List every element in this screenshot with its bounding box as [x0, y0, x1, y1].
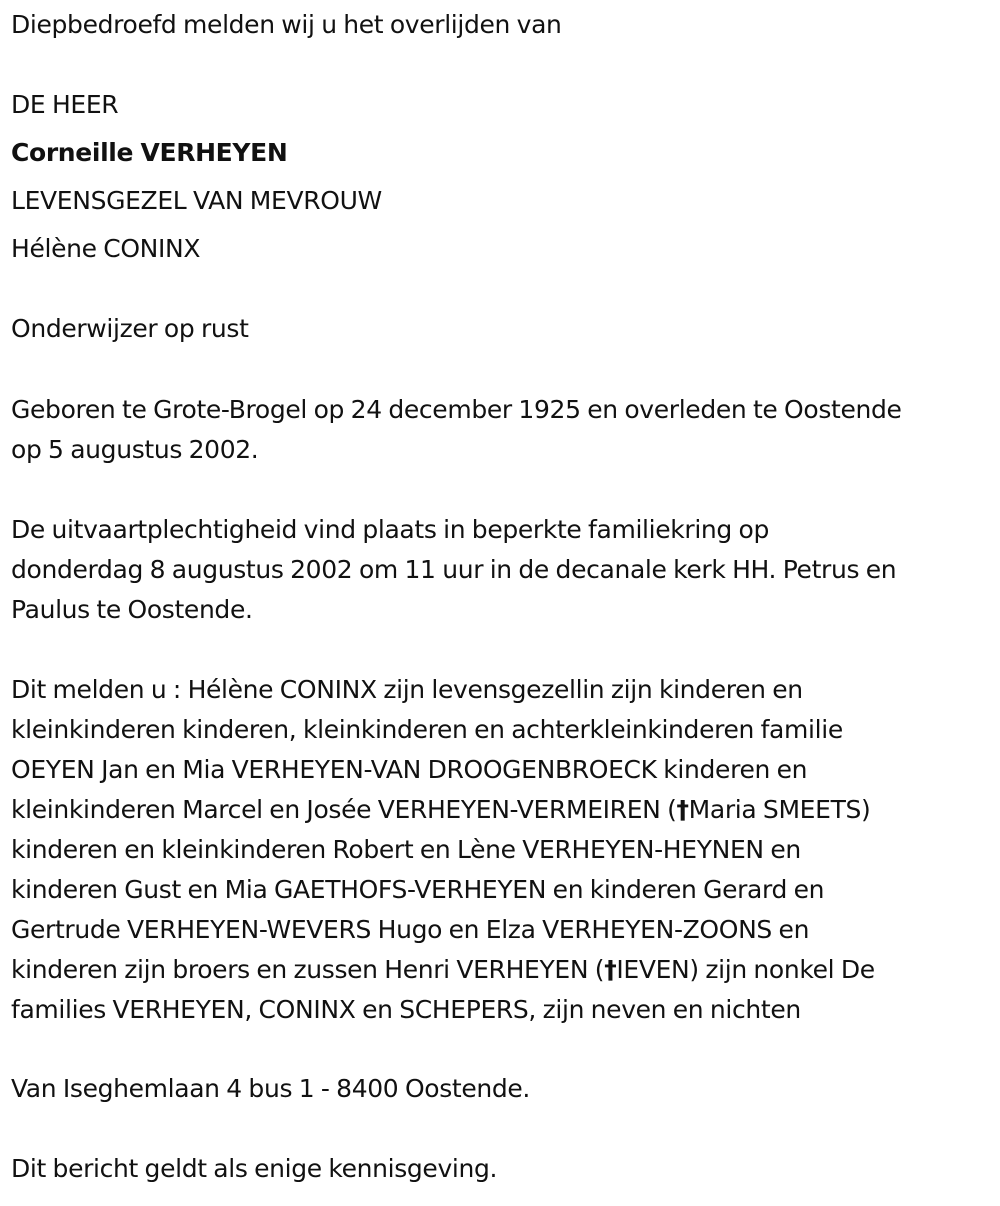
family-paragraph — [11, 670, 993, 1030]
address-text: Van Iseghemlaan 4 bus 1 - 8400 Oostende. — [11, 1074, 531, 1103]
partner-name: Hélène CONINX — [11, 234, 201, 263]
deceased-name: Corneille VERHEYEN — [11, 138, 288, 167]
family-line-text: kinderen zijn broers en zussen Henri VERHEYEN ( — [11, 955, 605, 984]
funeral-line: Paulus te Oostende. — [11, 595, 253, 624]
intro-text: Diepbedroefd melden wij u het overlijden van — [11, 10, 562, 39]
family-line: Gertrude VERHEYEN-WEVERS Hugo en Elza VERHEYEN-ZOONS en — [11, 915, 810, 944]
family-line — [11, 950, 993, 990]
family-line-text: IEVEN) zijn nonkel De — [616, 955, 875, 984]
family-line: OEYEN Jan en Mia VERHEYEN-VAN DROOGENBROECK kinderen en — [11, 755, 808, 784]
funeral-line: De uitvaartplechtigheid vind plaats in beperkte familiekring op — [11, 515, 769, 544]
family-line-text: kleinkinderen Marcel en Josée VERHEYEN-VERMEIREN ( — [11, 795, 677, 824]
family-line-text: Maria SMEETS) — [688, 795, 871, 824]
cross-icon: † — [676, 795, 689, 824]
birth-death-line: op 5 augustus 2002. — [11, 435, 259, 464]
family-line: kleinkinderen kinderen, kleinkinderen en achterkleinkinderen familie — [11, 715, 843, 744]
funeral-paragraph — [11, 510, 993, 630]
relation-text: LEVENSGEZEL VAN MEVROUW — [11, 186, 382, 215]
family-line: kinderen Gust en Mia GAETHOFS-VERHEYEN en kinderen Gerard en — [11, 875, 825, 904]
title-text: DE HEER — [11, 90, 119, 119]
birth-death-line: Geboren te Grote-Brogel op 24 december 1925 en overleden te Oostende — [11, 395, 902, 424]
family-line — [11, 790, 993, 830]
family-line: families VERHEYEN, CONINX en SCHEPERS, zijn neven en nichten — [11, 995, 801, 1024]
family-line: kinderen en kleinkinderen Robert en Lène VERHEYEN-HEYNEN en — [11, 835, 801, 864]
funeral-line: donderdag 8 augustus 2002 om 11 uur in de decanale kerk HH. Petrus en — [11, 555, 897, 584]
family-line: Dit melden u : Hélène CONINX zijn levensgezellin zijn kinderen en — [11, 675, 803, 704]
closing-text: Dit bericht geldt als enige kennisgeving. — [11, 1154, 498, 1183]
cross-icon: † — [604, 955, 617, 984]
occupation-text: Onderwijzer op rust — [11, 314, 249, 343]
birth-death-paragraph — [11, 390, 993, 470]
